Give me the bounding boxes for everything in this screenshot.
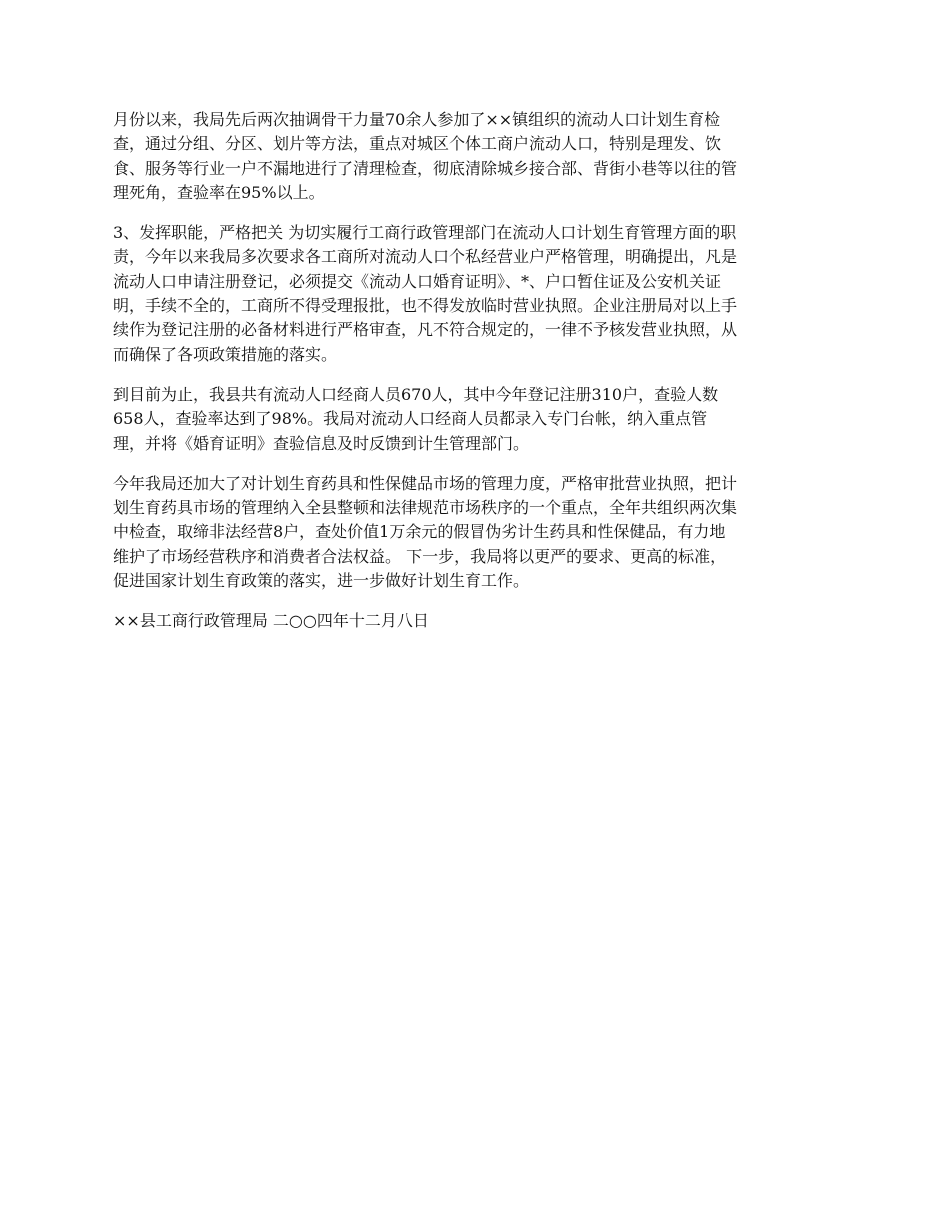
paragraph-2: 3、发挥职能，严格把关 为切实履行工商行政管理部门在流动人口计划生育管理方面的职 责，今年以来我局多次要求各工商所对流动人口个私经营业户严格管理，明确提出，凡是 流动人口申请注册登记，必须提交《流动人口婚育证明》、*、户口暂住证及公安机关证 明，手续不全的，工商所不得受理报批，也不得发放临时营业执照。企业注册局对以上手 续作为登记注册的必备材料进行严格审查，凡不符合规定的，一律不予核发营业执照，从 而确保了各项政策措施的落实。 [113,223,738,364]
paragraph-1: 月份以来，我局先后两次抽调骨干力量70余人参加了××镇组织的流动人口计划生育检 查，通过分组、分区、划片等方法，重点对城区个体工商户流动人口，特别是理发、饮 食、服务等行业一户不漏地进行了清理检查，彻底清除城乡接合部、背街小巷等以往的管 理死角，查验率在95%以上。 [113,110,738,202]
paragraph-4: 今年我局还加大了对计划生育药具和性保健品市场的管理力度，严格审批营业执照，把计 划生育药具市场的管理纳入全县整顿和法律规范市场秩序的一个重点，全年共组织两次集 中检查，取缔非法经营8户，查处价值1万余元的假冒伪劣计生药具和性保健品，有力地 维护了市场经营秩序和消费者合法权益。 下一步，我局将以更严的要求、更高的标准， 促进国家计划生育政策的落实，进一步做好计划生育工作。 [113,473,738,591]
document-body [113,108,843,633]
signature-line: ××县工商行政管理局 二○○四年十二月八日 [113,611,429,631]
paragraph-3: 到目前为止，我县共有流动人口经商人员670人，其中今年登记注册310户，查验人数 658人，查验率达到了98%。我局对流动人口经商人员都录入专门台帐，纳入重点管 理，并将《婚育证明》查验信息及时反馈到计生管理部门。 [113,384,719,453]
